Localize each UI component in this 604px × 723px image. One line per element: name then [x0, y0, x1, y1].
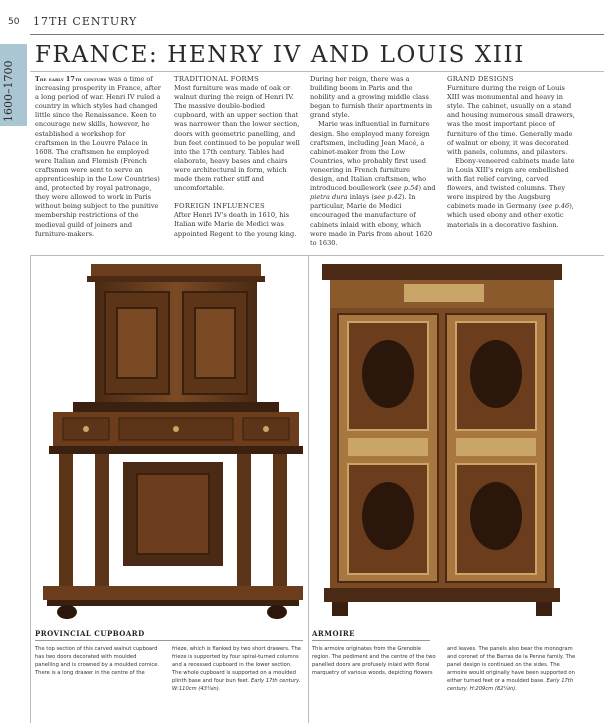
term: pietra dura — [310, 193, 348, 202]
caption-text-cupboard-1: The top section of this carved walnut cupboard has two doors decorated with moulded panelling and is crowned by a moulded cornice. There is a long drawer in the centre of the — [35, 646, 160, 676]
page-header — [0, 0, 604, 44]
provincial-cupboard-photo — [33, 258, 305, 624]
cross-reference: see p.42 — [373, 193, 402, 202]
page-title: FRANCE: HENRY IV AND LOUIS XIII — [35, 42, 525, 68]
subheading-grand: GRAND DESIGNS — [447, 75, 514, 83]
running-head: 17TH CENTURY — [33, 15, 138, 28]
text-column-2 — [174, 75, 300, 239]
paragraph: Furniture during the reign of Louis XIII was monumental and heavy in style. The cabinet, usually on a stand and housing numerous small drawers, was the most important piece of furniture of the time. Generally made of walnut or ebony, it was decorated with panels, columns, and pilasters. — [447, 84, 575, 156]
cross-reference: see p.46 — [541, 202, 570, 211]
caption-date: Early 17th century. — [251, 678, 301, 684]
text-column-3: During her reign, there was a building boom in Paris and the nobility and a growing middle class began to furnish their apartments in grand style. Marie was influential in furniture design. She employed many foreign craftsmen, including Jean Macé, a cabinet-maker from the Low Countries, who probably first used veneering in French furniture design, and Italian craftsmen, who introduced boullework (see p.54) and pietra dura inlays (see p.42). In particular, Marie de Medici encouraged the manufacture of cabinets inlaid with ebony, which were made in Paris from about 1620 to 1630. — [310, 75, 436, 247]
caption-title-armoire: ARMOIRE — [312, 629, 356, 638]
title-rule — [30, 71, 604, 72]
caption-title-cupboard: PROVINCIAL CUPBOARD — [35, 629, 145, 638]
frame-center — [308, 255, 309, 723]
subheading-traditional: TRADITIONAL FORMS — [174, 75, 260, 83]
caption-date: Early 17th century. — [447, 678, 574, 692]
cross-reference: see p.54 — [390, 184, 419, 193]
caption-text-cupboard-2: frieze, which is flanked by two short drawers. The frieze is supported by four spiral-turned columns and a recessed cupboard in the lower section. The whole cupboard is supported on a moulded plinth base and four bun feet. Early 17th century. W:110cm (43¼in). — [172, 646, 301, 692]
caption-dimensions: W:110cm (43¼in). — [172, 686, 221, 692]
armoire-photo — [314, 262, 570, 624]
caption-dimensions: H:209cm (82¼in). — [469, 686, 517, 692]
paragraph: After Henri IV's death in 1610, his Italian wife Marie de Medici was appointed Regent to the young king. — [174, 211, 297, 238]
intro-text: was a time of increasing prosperity in France, after a long period of war. Henri IV ruled a country in which styles had changed little since the Renaissance. Keen to encourage new skills, however, he established a workshop for craftsmen in the Louvre Palace in 1608. The craftsmen he employed were Italian and Flemish (French craftsmen were sent to serve an apprenticeship in the Low Countries) and, protected by royal patronage, they were allowed to work in Paris without being subject to the punitive membership restrictions of the medieval guild of joiners and furniture-makers. — [35, 75, 161, 238]
caption-text-armoire-2: and leaves. The panels also bear the monogram and coronet of the Barras de la Penne family. The panel design is continued on the sides. The armoire would originally have been supported on either turned feet or a moulded base. Early 17th century. H:209cm (82¼in). — [447, 646, 576, 692]
lead-in: The early 17th century — [35, 75, 107, 83]
paragraph: During her reign, there was a building boom in Paris and the nobility and a growing middle class began to furnish their apartments in grand style. — [310, 75, 433, 120]
page-number: 50 — [8, 17, 20, 27]
caption-rule — [312, 640, 430, 641]
caption-text-armoire-1: This armoire originates from the Grenoble region. The pediment and the centre of the two panelled doors are profusely inlaid with floral marquetry of various woods, depicting flowers — [312, 646, 436, 676]
text-column-4: GRAND DESIGNS Furniture during the reign of Louis XIII was monumental and heavy in style. The cabinet, usually on a stand and housing numerous small drawers, was the most important piece of furniture of the time. Generally made of walnut or ebony, it was decorated with panels, columns, and pilasters. Ebony-veneered cabinets made late in Louis XIII's reign are embellished with flat relief carving, carved flowers, and twisted columns. They were inspired by the Augsburg cabinets made in Germany (see p.46), which used ebony and other exotic materials in a decorative fashion. — [447, 75, 575, 229]
section-divider — [30, 255, 604, 256]
paragraph: Most furniture was made of oak or walnut during the reign of Henri IV. The massive double-bodied cupboard, with an upper section that was narrower than the lower section, doors with geometric panelling, and bun feet continued to be popular well into the 17th century. Tables had elaborate, heavy bases and chairs were architectural in form, which made them rather stiff and uncomfortable. — [174, 84, 300, 193]
subheading-foreign: FOREIGN INFLUENCES — [174, 202, 265, 211]
header-rule — [30, 34, 604, 35]
date-tab-label: 1600–1700 — [2, 60, 15, 122]
text-column-1 — [35, 75, 161, 239]
date-tab — [0, 44, 27, 126]
frame-left — [30, 255, 31, 723]
caption-rule — [35, 640, 303, 641]
